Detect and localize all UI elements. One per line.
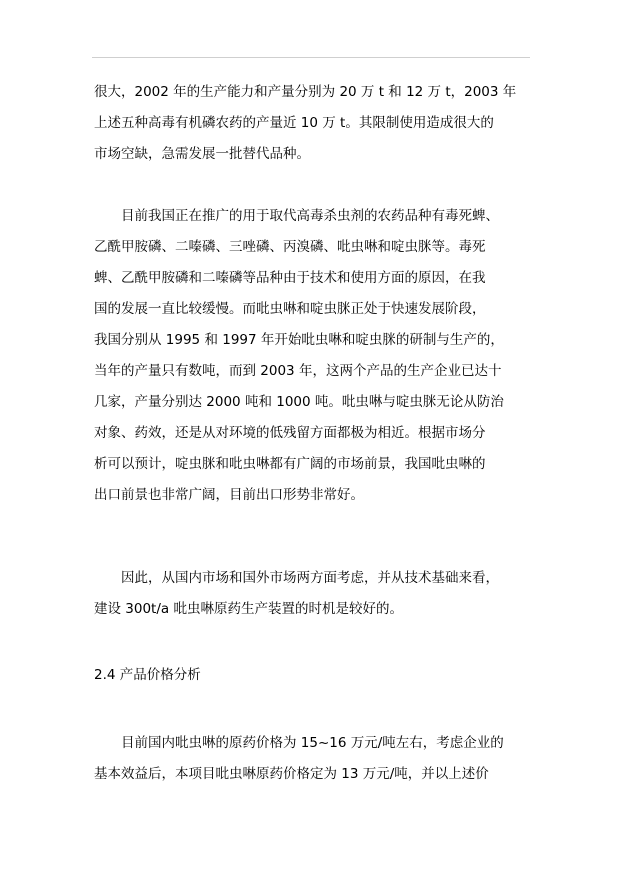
section-heading: 2.4 产品价格分析 bbox=[94, 667, 201, 683]
text-line: 几家，产量分别达 2000 吨和 1000 吨。吡虫啉与啶虫脒无论从防治 bbox=[94, 394, 504, 410]
text-line: 析可以预计，啶虫脒和吡虫啉都有广阔的市场前景，我国吡虫啉的 bbox=[94, 456, 486, 472]
text-line: 基本效益后，本项目吡虫啉原药价格定为 13 万元/吨，并以上述价 bbox=[94, 766, 489, 782]
text-line: 因此，从国内市场和国外市场两方面考虑，并从技术基础来看， bbox=[121, 570, 499, 586]
paragraph-substitute-pesticides bbox=[94, 201, 530, 511]
text-line: 当年的产量只有数吨，而到 2003 年，这两个产品的生产企业已达十 bbox=[94, 363, 502, 379]
paragraph-production-capacity bbox=[94, 77, 530, 170]
text-line: 对象、药效，还是从对环境的低残留方面都极为相近。根据市场分 bbox=[94, 425, 486, 441]
text-line: 建设 300t/a 吡虫啉原药生产装置的时机是较好的。 bbox=[94, 601, 403, 617]
text-line: 出口前景也非常广阔，目前出口形势非常好。 bbox=[94, 487, 364, 503]
text-line: 上述五种高毒有机磷农药的产量近 10 万 t。其限制使用造成很大的 bbox=[94, 115, 494, 131]
text-line: 目前我国正在推广的用于取代高毒杀虫剂的农药品种有毒死蜱、 bbox=[121, 208, 499, 224]
text-line: 目前国内吡虫啉的原药价格为 15~16 万元/吨左右，考虑企业的 bbox=[121, 735, 504, 751]
text-line: 很大，2002 年的生产能力和产量分别为 20 万 t 和 12 万 t，2003 年 bbox=[94, 84, 517, 100]
text-line: 蜱、乙酰甲胺磷和二嗪磷等品种由于技术和使用方面的原因，在我 bbox=[94, 270, 486, 286]
text-line: 我国分别从 1995 和 1997 年开始吡虫啉和啶虫脒的研制与生产的， bbox=[94, 332, 504, 348]
text-line: 国的发展一直比较缓慢。而吡虫啉和啶虫脒正处于快速发展阶段， bbox=[94, 301, 486, 317]
paragraph-price-analysis bbox=[94, 728, 530, 790]
paragraph-conclusion bbox=[94, 563, 530, 625]
text-line: 乙酰甲胺磷、二嗪磷、三唑磷、丙溴磷、吡虫啉和啶虫脒等。毒死 bbox=[94, 239, 486, 255]
header-rule bbox=[92, 57, 530, 58]
text-line: 市场空缺，急需发展一批替代品种。 bbox=[94, 146, 310, 162]
